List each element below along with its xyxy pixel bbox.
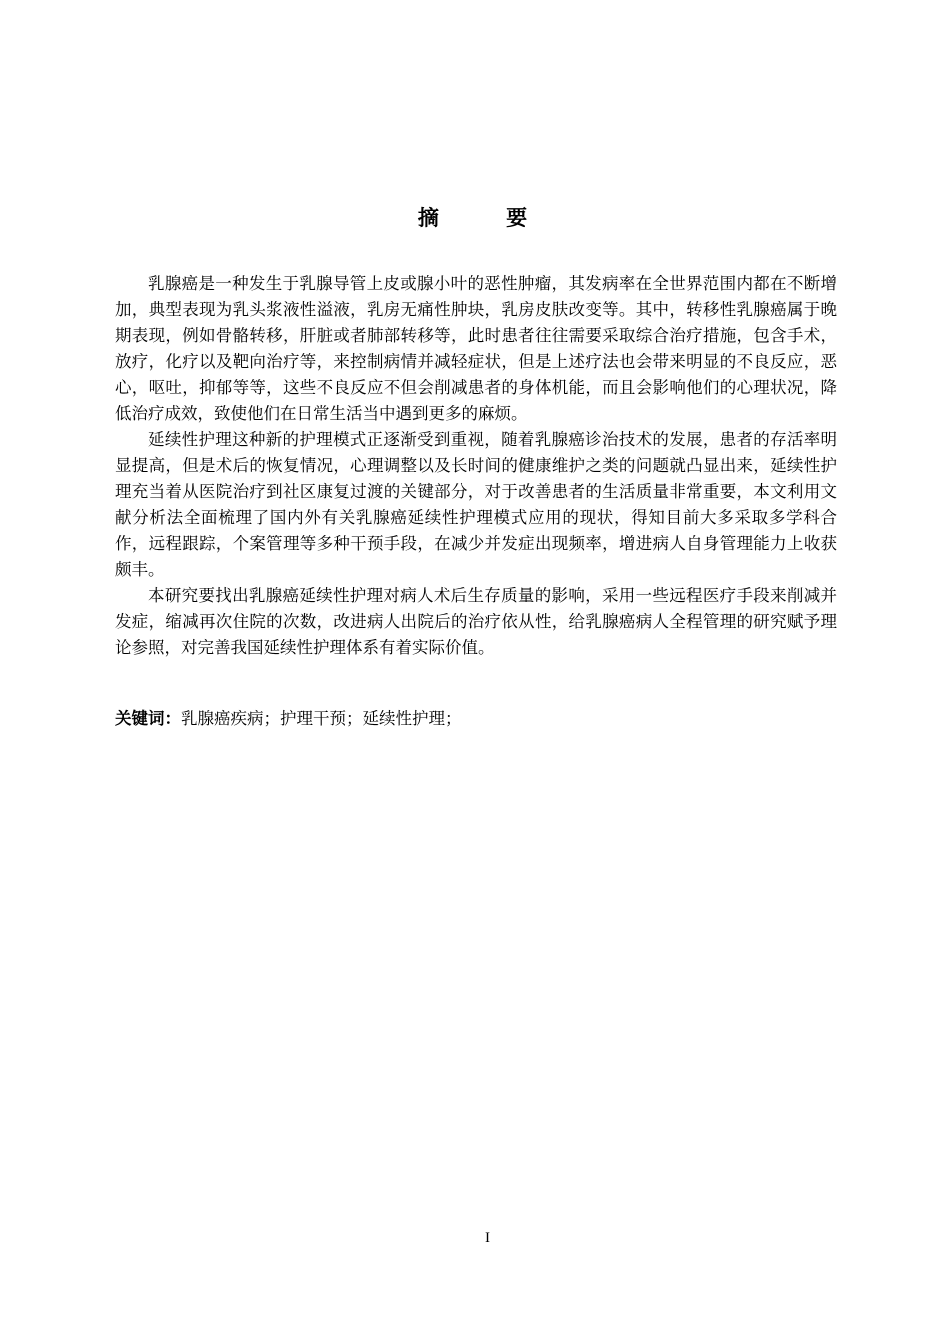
abstract-title: 摘 要: [417, 206, 558, 230]
abstract-paragraph-2: 延续性护理这种新的护理模式正逐渐受到重视，随着乳腺癌诊治技术的发展，患者的存活率明显提高，但是术后的恢复情况，心理调整以及长时间的健康维护之类的问题就凸显出来，延续性护理充当着从医院治疗到社区康复过渡的关键部分，对于改善患者的生活质量非常重要，本文利用文献分析法全面梳理了国内外有关乳腺癌延续性护理模式应用的现状，得知目前大多采取多学科合作，远程跟踪，个案管理等多种干预手段，在减少并发症出现频率，增进病人自身管理能力上收获颇丰。: [115, 430, 837, 579]
keywords-label: 关键词：: [115, 709, 181, 728]
abstract-body: [115, 271, 837, 661]
page-number: I: [485, 1230, 490, 1246]
keywords-value: 乳腺癌疾病；护理干预；延续性护理；: [181, 709, 462, 728]
keywords-line: [115, 706, 837, 732]
abstract-paragraph-3: 本研究要找出乳腺癌延续性护理对病人术后生存质量的影响，采用一些远程医疗手段来削减并发症，缩减再次住院的次数，改进病人出院后的治疗依从性，给乳腺癌病人全程管理的研究赋予理论参照，对完善我国延续性护理体系有着实际价值。: [115, 586, 837, 657]
abstract-paragraph-1: 乳腺癌是一种发生于乳腺导管上皮或腺小叶的恶性肿瘤，其发病率在全世界范围内都在不断增加，典型表现为乳头浆液性溢液，乳房无痛性肿块，乳房皮肤改变等。其中，转移性乳腺癌属于晚期表现，例如骨骼转移，肝脏或者肺部转移等，此时患者往往需要采取综合治疗措施，包含手术，放疗，化疗以及靶向治疗等，来控制病情并减轻症状，但是上述疗法也会带来明显的不良反应，恶心，呕吐，抑郁等等，这些不良反应不但会削减患者的身体机能，而且会影响他们的心理状况，降低治疗成效，致使他们在日常生活当中遇到更多的麻烦。: [115, 274, 837, 423]
